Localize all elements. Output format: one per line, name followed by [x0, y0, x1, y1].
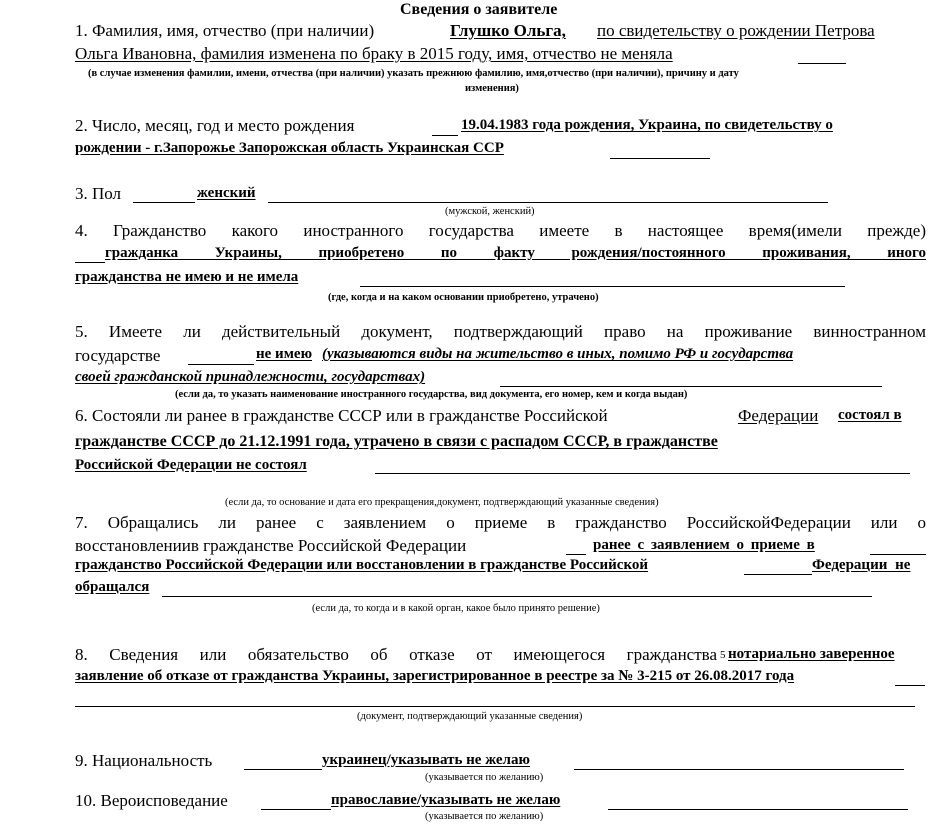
s7-value-2a: гражданство Российской Федерации или восстановлении в гражданстве Российской: [75, 557, 649, 573]
s7-tail-line: [162, 596, 872, 597]
s8-value-2-tail: [895, 685, 925, 686]
s7-value-1-tail: [870, 554, 926, 555]
s6-tail-line: [375, 473, 910, 474]
s10-lead-line: [261, 809, 331, 810]
s7-note: (если да, то когда и в какой орган, какое было принято решение): [312, 603, 600, 614]
s10-note: (указывается по желанию): [425, 811, 544, 822]
s9-value: украинец/указывать не желаю: [322, 752, 530, 768]
s4-label: 4. Гражданство какого иностранного государства имеете в настоящее время(имели прежде): [75, 221, 926, 240]
s4-note: (где, когда и на каком основании приобретено, утрачено): [328, 292, 599, 303]
s8-value-2: заявление об отказе от гражданства Украины, зарегистрированное в реестре за № 3-215 от 26.08.2017 года: [75, 668, 795, 684]
s3-lead-line: [133, 202, 195, 203]
s3-note: (мужской, женский): [445, 206, 535, 217]
s3-tail-line: [268, 202, 828, 203]
s6-label-federation: Федерации: [738, 406, 819, 425]
s1-line2: Ольга Ивановна, фамилия изменена по браку в 2015 году, имя, отчество не меняла: [75, 44, 673, 63]
s7-label-1: 7. Обращались ли ранее с заявлением о приеме в гражданство РоссийскойФедерации или о: [75, 513, 926, 532]
s7-value-2b: Федерации не: [812, 557, 911, 573]
s2-label: 2. Число, месяц, год и место рождения: [75, 116, 355, 135]
s10-label: 10. Вероисповедание: [75, 791, 228, 810]
s2-value-2: рождении - г.Запорожье Запорожская область Украинская ССР: [75, 140, 504, 156]
s2-value-1: 19.04.1983 года рождения, Украина, по свидетельству о: [461, 117, 833, 133]
s1-label: 1. Фамилия, имя, отчество (при наличии): [75, 21, 375, 40]
s4-value-1: гражданка Украины, приобретено по факту рождения/постоянного проживания, иного: [105, 245, 926, 261]
s8-label: 8. Сведения или обязательство об отказе от имеющегося гражданства: [75, 645, 717, 664]
s7-gap-line: [744, 574, 812, 575]
s3-label: 3. Пол: [75, 184, 122, 203]
s7-lead-line: [566, 554, 586, 555]
s5-note: (если да, то указать наименование иностранного государства, вид документа, его номер, кем и когда выдан): [175, 389, 688, 400]
s5-label-2: государстве: [75, 346, 161, 365]
s6-note: (если да, то основание и дата его прекращения,документ, подтверждающий указанные сведения): [225, 497, 659, 508]
s1-note-2: изменения): [465, 83, 519, 94]
s7-label-2: восстановлениив гражданстве Российской Федерации: [75, 536, 467, 555]
s5-value-2: своей гражданской принадлежности, государствах): [75, 369, 426, 385]
s6-label: 6. Состояли ли ранее в гражданстве СССР или в гражданстве Российской: [75, 406, 608, 425]
s9-lead-line: [244, 769, 322, 770]
s8-mark: 5: [720, 649, 726, 661]
s5-value-1-italic: (указываются виды на жительство в иных, помимо РФ и государства: [322, 346, 794, 362]
s1-note-1: (в случае изменения фамилии, имени, отчества (при наличии) указать прежнюю фамилию, имя,отчество (при наличии), причину и дату: [88, 68, 739, 79]
s1-name-tail: по свидетельству о рождении Петрова: [597, 21, 875, 40]
s1-name-value: Глушко Ольга,: [450, 21, 566, 40]
form-title: Сведения о заявителе: [400, 1, 558, 18]
s4-tail-line: [360, 286, 845, 287]
s1-blank-line: [798, 63, 846, 64]
s4-lead-line: [75, 262, 105, 263]
s5-lead-line: [188, 364, 254, 365]
s4-value-2: гражданства не имею и не имела: [75, 269, 299, 285]
s5-value-1: не имею: [256, 346, 313, 362]
s6-value-3: Российской Федерации не состоял: [75, 457, 307, 473]
s2-tail-line: [610, 158, 710, 159]
s3-value: женский: [197, 185, 256, 201]
s6-value-2: гражданстве СССР до 21.12.1991 года, утрачено в связи с распадом СССР, в гражданстве: [75, 433, 718, 450]
s5-tail-line: [500, 386, 882, 387]
s9-note: (указывается по желанию): [425, 772, 544, 783]
s9-label: 9. Национальность: [75, 751, 213, 770]
s5-label-1: 5. Имеете ли действительный документ, подтверждающий право на проживание винностранном: [75, 322, 926, 341]
s8-value-1: нотариально заверенное: [728, 646, 895, 662]
s6-value-1: состоял в: [838, 407, 902, 423]
s7-value-3: обращался: [75, 579, 150, 595]
s8-note: (документ, подтверждающий указанные сведения): [357, 711, 583, 722]
s9-tail-line: [574, 769, 904, 770]
s2-lead-line: [432, 135, 458, 136]
s7-value-1: ранее с заявлением о приеме в: [593, 537, 815, 553]
s8-blank-line: [75, 706, 915, 707]
s10-value: православие/указывать не желаю: [331, 792, 561, 808]
s10-tail-line: [608, 809, 908, 810]
